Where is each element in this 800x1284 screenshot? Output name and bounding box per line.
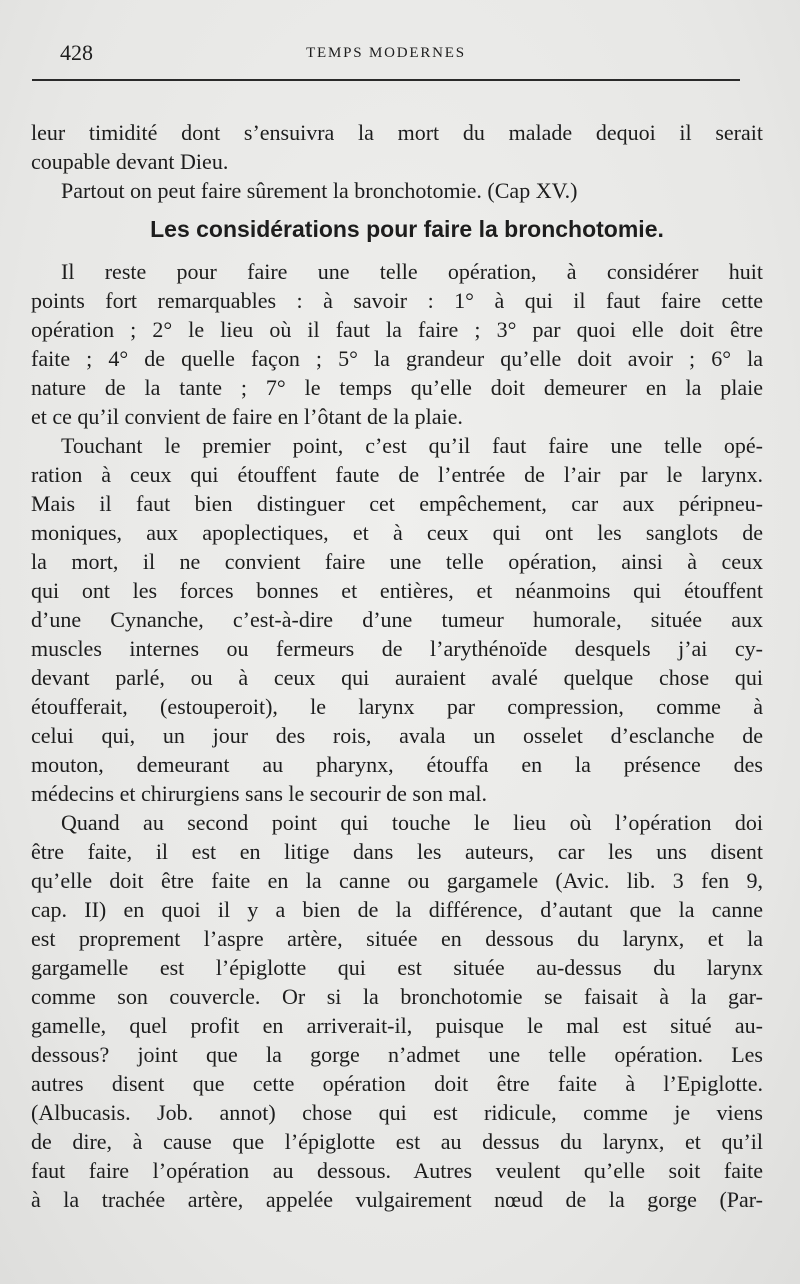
text-line: points fort remarquables : à savoir : 1° à qui il faut faire cette (31, 288, 763, 313)
text-line: dessous? joint que la gorge n’admet une telle opération. Les (31, 1042, 763, 1067)
section-title: Les considérations pour faire la bronchotomie. (150, 216, 664, 242)
text-line: Il reste pour faire une telle opération, à considérer huit (61, 259, 763, 284)
text-line: devant parlé, ou à ceux qui auraient avalé quelque chose qui (31, 665, 763, 690)
text-line: faut faire l’opération au dessous. Autres veulent qu’elle soit faite (31, 1158, 763, 1183)
page-number: 428 (60, 40, 93, 65)
text-line: étoufferait, (estouperoit), le larynx par compression, comme à (31, 694, 763, 719)
text-line: celui qui, un jour des rois, avala un osselet d’esclanche de (31, 723, 763, 748)
page-header (32, 36, 740, 72)
text-line: est proprement l’aspre artère, située en dessous du larynx, et la (31, 926, 763, 951)
header-rule (32, 79, 740, 81)
text-line: cap. II) en quoi il y a bien de la différence, d’autant que la canne (31, 897, 763, 922)
text-line: gargamelle est l’épiglotte qui est située au-dessus du larynx (31, 955, 763, 980)
text-line: nature de la tante ; 7° le temps qu’elle doit demeurer en la plaie (31, 375, 763, 400)
text-line: qu’elle doit être faite en la canne ou gargamele (Avic. lib. 3 fen 9, (31, 868, 763, 893)
body-text (31, 118, 763, 1214)
text-line: d’une Cynanche, c’est-à-dire d’une tumeur humorale, située aux (31, 607, 763, 632)
text-line: faite ; 4° de quelle façon ; 5° la grandeur qu’elle doit avoir ; 6° la (31, 346, 763, 371)
running-head: TEMPS MODERNES (306, 45, 466, 61)
text-line: gamelle, quel profit en arriverait-il, puisque le mal est situé au- (31, 1013, 763, 1038)
text-line: opération ; 2° le lieu où il faut la faire ; 3° par quoi elle doit être (31, 317, 763, 342)
text-line: ration à ceux qui étouffent faute de l’entrée de l’air par le larynx. (31, 462, 763, 487)
text-line: Partout on peut faire sûrement la bronchotomie. (Cap XV.) (61, 178, 578, 203)
text-line: autres disent que cette opération doit être faite à l’Epiglotte. (31, 1071, 763, 1096)
text-line: muscles internes ou fermeurs de l’arythénoïde desquels j’ai cy- (31, 636, 763, 661)
text-line: et ce qu’il convient de faire en l’ôtant de la plaie. (31, 404, 463, 429)
text-line: de dire, à cause que l’épiglotte est au dessus du larynx, et qu’il (31, 1129, 763, 1154)
text-line: comme son couvercle. Or si la bronchotomie se faisait à la gar- (31, 984, 763, 1009)
text-line: la mort, il ne convient faire une telle opération, ainsi à ceux (31, 549, 763, 574)
text-line: leur timidité dont s’ensuivra la mort du malade dequoi il serait (31, 120, 763, 145)
text-line: mouton, demeurant au pharynx, étouffa en la présence des (31, 752, 763, 777)
text-line: coupable devant Dieu. (31, 149, 229, 174)
text-line: moniques, aux apoplectiques, et à ceux qui ont les sanglots de (31, 520, 763, 545)
text-line: qui ont les forces bonnes et entières, et néanmoins qui étouffent (31, 578, 763, 603)
text-line: Touchant le premier point, c’est qu’il faut faire une telle opé- (61, 433, 763, 458)
text-line: être faite, il est en litige dans les auteurs, car les uns disent (31, 839, 763, 864)
text-line: Quand au second point qui touche le lieu où l’opération doi (61, 810, 763, 835)
text-line: Mais il faut bien distinguer cet empêchement, car aux péripneu- (31, 491, 763, 516)
text-line: à la trachée artère, appelée vulgairement nœud de la gorge (Par- (31, 1187, 763, 1212)
text-line: médecins et chirurgiens sans le secourir de son mal. (31, 781, 487, 806)
text-line: (Albucasis. Job. annot) chose qui est ridicule, comme je viens (31, 1100, 763, 1125)
